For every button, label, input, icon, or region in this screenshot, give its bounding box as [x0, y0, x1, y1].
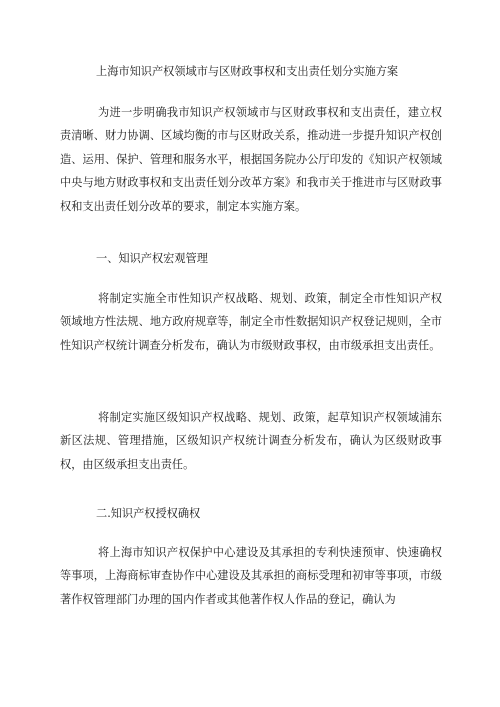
section-heading-macro-management: 一、知识产权宏观管理	[96, 252, 208, 265]
document-title: 上海市知识产权领域市与区财政事权和支出责任划分实施方案	[96, 65, 399, 78]
section-2-paragraph: 将上海市知识产权保护中心建设及其承担的专利快速预审、快速确权等事项，上海商标审查协作中心建设及其承担的商标受理和初审等事项，市级著作权管理部门办理的国内作者或其他著作权人作品的登记，确认为	[60, 546, 442, 606]
section-1-paragraph-municipal: 将制定实施全市性知识产权战略、规划、政策，制定全市性知识产权领域地方性法规、地方政府规章等，制定全市性数据知识产权登记规则，全市性知识产权统计调查分析发布，确认为市级财政事权，由市级承担支出责任。	[60, 292, 442, 352]
intro-paragraph: 为进一步明确我市知识产权领域市与区财政事权和支出责任，建立权责清晰、财力协调、区域均衡的市与区财政关系，推动进一步提升知识产权创造、运用、保护、管理和服务水平，根据国务院办公厅印发的《知识产权领域中央与地方财政事权和支出责任划分改革方案》和我市关于推进市与区财政事权和支出责任划分改革的要求，制定本实施方案。	[60, 106, 442, 213]
section-heading-authorization: 二.知识产权授权确权	[96, 507, 201, 520]
section-1-paragraph-district: 将制定实施区级知识产权战略、规划、政策，起草知识产权领域浦东新区法规、管理措施，区级知识产权统计调查分析发布，确认为区级财政事权，由区级承担支出责任。	[60, 411, 442, 471]
